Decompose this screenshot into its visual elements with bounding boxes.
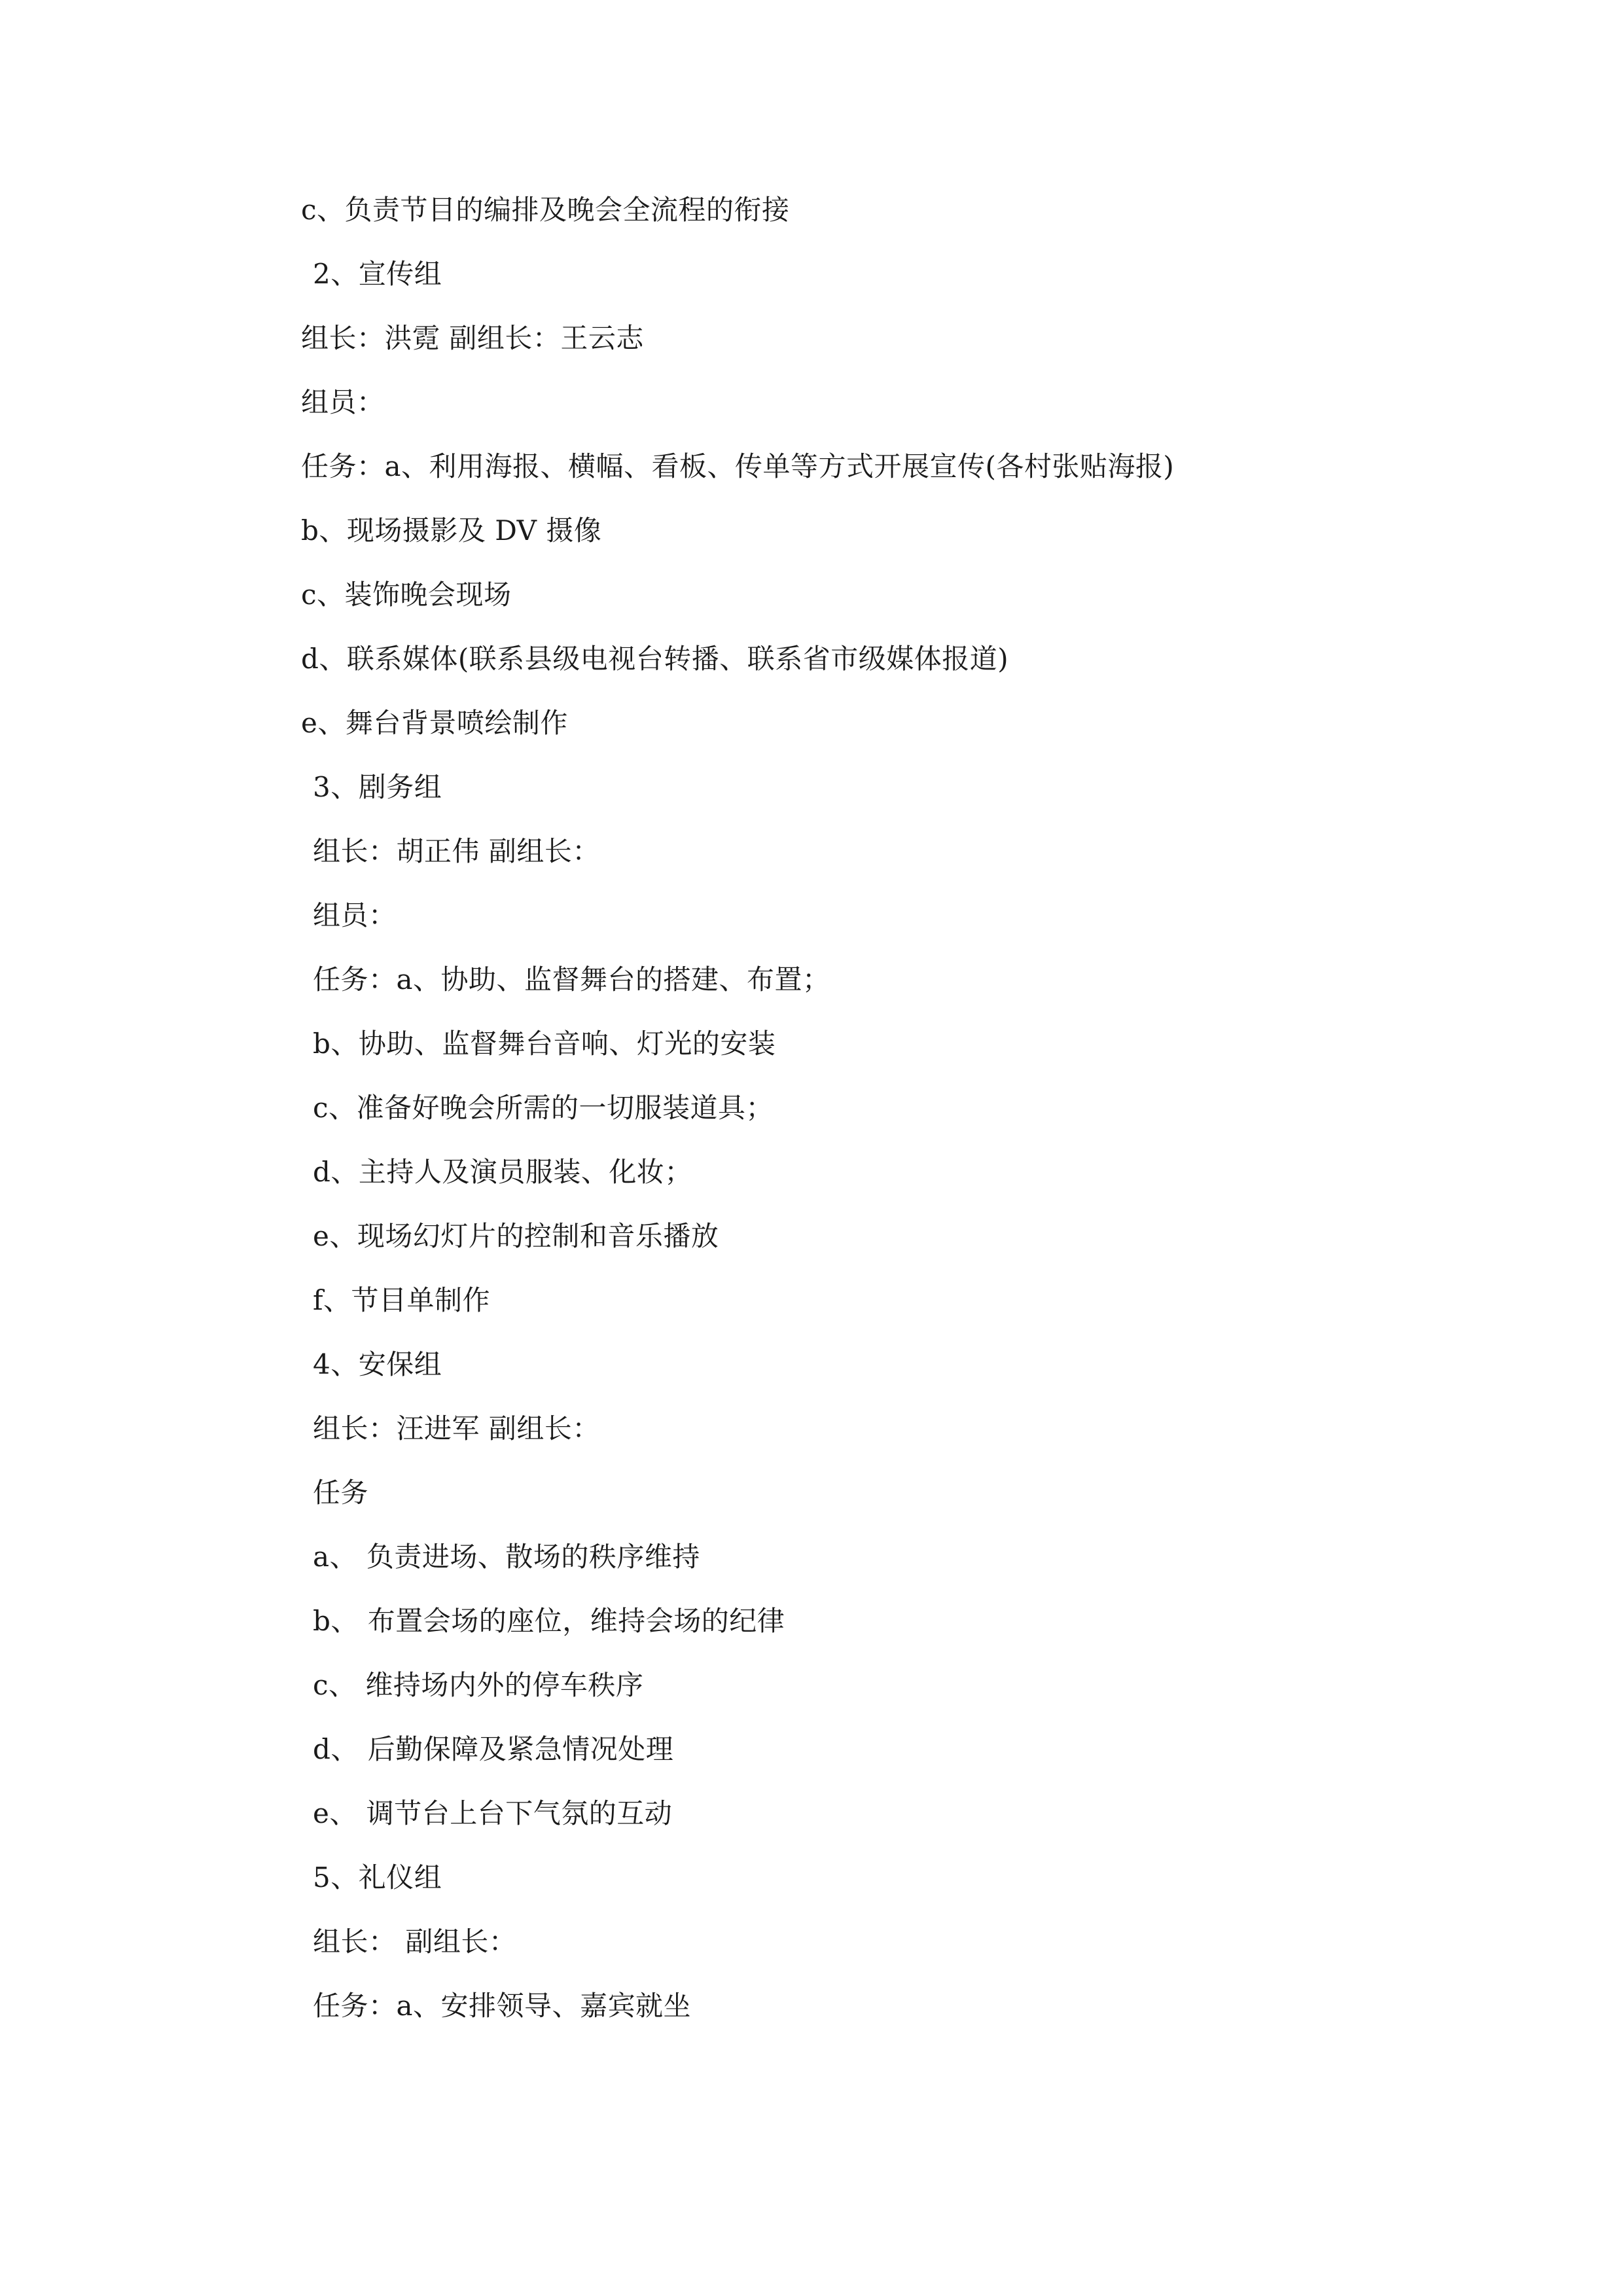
document-line: 组员：: [313, 899, 397, 931]
document-line: 2、宣传组: [313, 258, 442, 290]
document-line: 3、剧务组: [313, 771, 442, 803]
document-line: a、 负责进场、散场的秩序维持: [313, 1541, 700, 1573]
document-line: c、负责节目的编排及晚会全流程的衔接: [301, 194, 790, 226]
document-line: 组长：汪进军 副组长：: [313, 1412, 600, 1444]
document-line: c、准备好晚会所需的一切服装道具；: [313, 1092, 774, 1124]
document-line: 组长：胡正伟 副组长：: [313, 835, 600, 867]
document-line: d、联系媒体(联系县级电视台转播、联系省市级媒体报道): [301, 643, 1009, 675]
document-line: 5、礼仪组: [313, 1861, 442, 1893]
document-line: b、现场摄影及 DV 摄像: [301, 514, 602, 547]
document-line: e、舞台背景喷绘制作: [301, 707, 568, 739]
document-line: 任务: [313, 1477, 369, 1509]
document-line: 4、安保组: [313, 1348, 442, 1380]
document-line: 任务：a、协助、监督舞台的搭建、布置；: [313, 963, 830, 996]
document-line: 组长：洪霓 副组长：王云志: [301, 322, 644, 354]
document-line: 组长： 副组长：: [313, 1926, 517, 1958]
document-line: b、 布置会场的座位，维持会场的纪律: [313, 1605, 785, 1637]
document-line: 组员：: [301, 386, 385, 418]
document-body: [301, 196, 1407, 2020]
document-line: e、现场幻灯片的控制和音乐播放: [313, 1220, 719, 1252]
document-line: b、协助、监督舞台音响、灯光的安装: [313, 1028, 776, 1060]
document-line: f、节目单制作: [313, 1284, 491, 1316]
document-line: d、主持人及演员服装、化妆；: [313, 1156, 692, 1188]
document-line: c、装饰晚会现场: [301, 579, 512, 611]
document-line: 任务：a、安排领导、嘉宾就坐: [313, 1990, 692, 2022]
document-line: c、 维持场内外的停车秩序: [313, 1669, 644, 1701]
document-line: d、 后勤保障及紧急情况处理: [313, 1733, 674, 1765]
document-line: e、 调节台上台下气氛的互动: [313, 1797, 673, 1829]
document-line: 任务：a、利用海报、横幅、看板、传单等方式开展宣传(各村张贴海报): [301, 450, 1175, 482]
